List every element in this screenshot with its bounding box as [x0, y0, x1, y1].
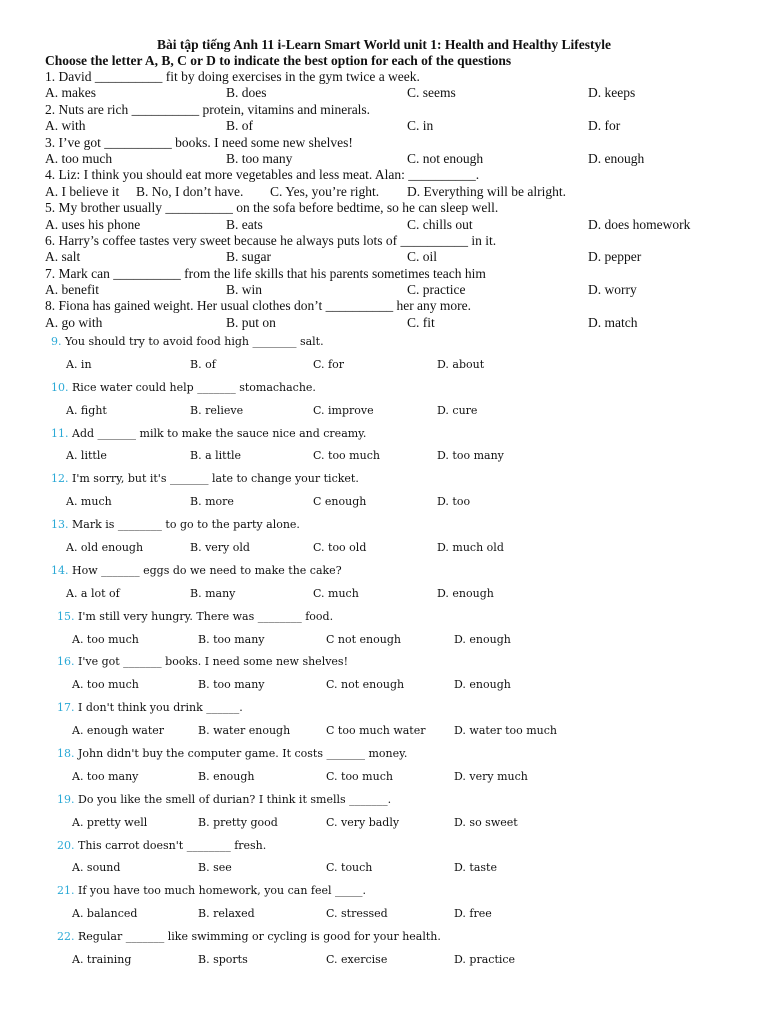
option-c[interactable]: C. touch	[326, 861, 373, 875]
question-stem: I've got _______ books. I need some new shelves!	[78, 655, 348, 669]
option-c[interactable]: C. oil	[407, 249, 438, 265]
question-text	[44, 789, 524, 812]
option-b[interactable]: B. too many	[198, 678, 265, 692]
option-c[interactable]: C. Yes, you’re right.	[270, 183, 380, 199]
question-stem: How _______ eggs do we need to make the cake?	[72, 563, 342, 577]
question-number: 17.	[57, 701, 75, 715]
option-c[interactable]: C. too old	[313, 541, 367, 555]
answer-options	[44, 400, 524, 423]
question-number: 15.	[57, 609, 75, 623]
option-a[interactable]: A. little	[66, 449, 107, 463]
question-text	[0, 200, 768, 216]
option-c[interactable]: C. not enough	[326, 678, 405, 692]
question-stem: 4. Liz: I think you should eat more vegetables and less meat. Alan: __________.	[45, 167, 480, 183]
option-a[interactable]: A. salt	[45, 249, 81, 265]
option-d[interactable]: D. worry	[588, 282, 637, 298]
option-d[interactable]: D. so sweet	[454, 815, 518, 829]
question-stem: 5. My brother usually __________ on the sofa before bedtime, so he can sleep well.	[45, 200, 499, 216]
question-text	[44, 377, 524, 400]
option-c[interactable]: C. too much	[313, 449, 380, 463]
question-number: 12.	[51, 472, 69, 486]
question-text	[44, 514, 524, 537]
option-b[interactable]: B. of	[226, 118, 253, 134]
option-a[interactable]: A. enough water	[72, 724, 165, 738]
answer-options	[0, 118, 768, 134]
option-d[interactable]: D. about	[437, 357, 485, 371]
option-a[interactable]: A. in	[66, 357, 92, 371]
option-d[interactable]: D. taste	[454, 861, 497, 875]
option-a[interactable]: A. too many	[72, 769, 139, 783]
answer-options	[44, 629, 524, 652]
question-text	[44, 423, 524, 446]
option-d[interactable]: D. pepper	[588, 249, 642, 265]
question-text	[0, 167, 768, 183]
option-a[interactable]: A. benefit	[45, 282, 99, 298]
question-stem: Regular _______ like swimming or cycling is good for your health.	[78, 930, 441, 944]
option-a[interactable]: A. fight	[66, 403, 107, 417]
answer-options	[44, 537, 524, 560]
option-c[interactable]: C. not enough	[407, 150, 484, 166]
question-stem: John didn't buy the computer game. It costs _______ money.	[78, 747, 408, 761]
question-text	[0, 233, 768, 249]
option-a[interactable]: A. too much	[72, 632, 139, 646]
question-stem: You should try to avoid food high ________ salt.	[65, 335, 324, 348]
answer-options	[44, 583, 524, 606]
option-a[interactable]: A. a lot of	[66, 586, 120, 600]
option-c[interactable]: C. in	[407, 118, 434, 134]
answer-options	[44, 949, 524, 972]
question-number: 16.	[57, 655, 75, 669]
question-text	[44, 651, 524, 674]
question-stem: Do you like the smell of durian? I think it smells _______.	[78, 792, 392, 806]
option-b[interactable]: B. too many	[226, 150, 293, 166]
option-c[interactable]: C not enough	[326, 632, 401, 646]
option-c[interactable]: C enough	[313, 495, 367, 509]
option-b[interactable]: B. very old	[190, 541, 250, 555]
question-stem: 1. David __________ fit by doing exercises in the gym twice a week.	[45, 69, 420, 84]
option-d[interactable]: D. keeps	[588, 85, 636, 101]
question-text	[0, 135, 768, 151]
answer-options	[44, 445, 524, 468]
option-c[interactable]: C. fit	[407, 314, 435, 330]
question-stem: 2. Nuts are rich __________ protein, vitamins and minerals.	[45, 101, 371, 117]
option-b[interactable]: B. sugar	[226, 249, 271, 265]
option-d[interactable]: D. Everything will be alright.	[407, 183, 566, 199]
instructions: Choose the letter A, B, C or D to indicate the best option for each of the questions	[45, 53, 512, 68]
option-d[interactable]: D. practice	[454, 953, 516, 967]
option-c[interactable]: C. improve	[313, 403, 374, 417]
question-stem: If you have too much homework, you can feel _____.	[78, 884, 367, 898]
option-d[interactable]: D. cure	[437, 403, 478, 417]
question-number: 22.	[57, 930, 75, 944]
option-a[interactable]: A. too much	[72, 678, 139, 692]
answer-options	[44, 903, 524, 926]
option-d[interactable]: D. too	[437, 495, 471, 509]
option-c[interactable]: C. much	[313, 586, 359, 600]
option-d[interactable]: D. too many	[437, 449, 504, 463]
option-d[interactable]: D. much old	[437, 541, 504, 555]
option-d[interactable]: D. free	[454, 907, 492, 921]
answer-options	[44, 857, 524, 880]
option-a[interactable]: A. go with	[45, 314, 103, 330]
option-c[interactable]: C. too much	[326, 769, 393, 783]
question-number: 20.	[57, 838, 75, 852]
question-text	[0, 102, 768, 118]
question-stem: I don't think you drink ______.	[78, 701, 243, 715]
answer-options	[0, 184, 768, 200]
question-number: 18.	[57, 747, 75, 761]
answer-options	[0, 85, 768, 101]
question-text	[0, 298, 768, 314]
questions-part-2	[44, 331, 558, 972]
question-stem: 6. Harry’s coffee tastes very sweet because he always puts lots of __________ in it.	[45, 232, 497, 248]
question-stem: I'm still very hungry. There was ________ food.	[78, 609, 334, 623]
option-b[interactable]: B. more	[190, 495, 234, 509]
option-c[interactable]: C. exercise	[326, 953, 388, 967]
option-d[interactable]: D. enough	[588, 150, 645, 166]
question-text	[44, 743, 524, 766]
question-text	[44, 560, 524, 583]
answer-options	[0, 249, 768, 265]
question-number: 19.	[57, 792, 75, 806]
question-number: 10.	[51, 380, 69, 394]
option-d[interactable]: D. does homework	[588, 216, 691, 232]
option-b[interactable]: B. relieve	[190, 403, 244, 417]
answer-options	[0, 282, 768, 298]
answer-options	[44, 354, 524, 377]
option-a[interactable]: A. I believe it	[45, 183, 120, 199]
option-b[interactable]: B. No, I don’t have.	[136, 183, 244, 199]
option-c[interactable]: C. seems	[407, 85, 456, 101]
option-b[interactable]: B. enough	[198, 769, 255, 783]
option-b[interactable]: B. put on	[226, 314, 276, 330]
option-b[interactable]: B. relaxed	[198, 907, 255, 921]
questions-part-1	[0, 69, 768, 331]
question-number: 11.	[51, 426, 69, 440]
question-text	[44, 331, 524, 354]
question-text	[44, 468, 524, 491]
question-number: 13.	[51, 518, 69, 532]
option-d[interactable]: D. enough	[454, 632, 511, 646]
option-a[interactable]: A. too much	[45, 150, 113, 166]
question-text	[44, 880, 524, 903]
question-text	[44, 835, 524, 858]
answer-options	[44, 812, 524, 835]
option-c[interactable]: C. chills out	[407, 216, 473, 232]
option-b[interactable]: B. many	[190, 586, 236, 600]
option-b[interactable]: B. too many	[198, 632, 265, 646]
question-text	[0, 266, 768, 282]
question-text	[44, 697, 524, 720]
question-text	[44, 926, 524, 949]
answer-options	[44, 674, 524, 697]
option-b[interactable]: B. does	[226, 85, 267, 101]
question-number: 14.	[51, 563, 69, 577]
question-stem: Add _______ milk to make the sauce nice and creamy.	[72, 426, 367, 440]
option-d[interactable]: D. water too much	[454, 724, 558, 738]
option-c[interactable]: C. stressed	[326, 907, 388, 921]
option-b[interactable]: B. water enough	[198, 724, 291, 738]
option-a[interactable]: A. training	[72, 953, 132, 967]
answer-options	[44, 720, 558, 743]
question-stem: 3. I’ve got __________ books. I need some new shelves!	[45, 134, 353, 150]
option-d[interactable]: D. very much	[454, 769, 528, 783]
option-a[interactable]: A. with	[45, 118, 86, 134]
option-b[interactable]: B. win	[226, 282, 263, 298]
question-text	[0, 69, 768, 85]
answer-options	[0, 217, 768, 233]
question-stem: I'm sorry, but it's _______ late to change your ticket.	[72, 472, 359, 486]
option-d[interactable]: D. match	[588, 314, 638, 330]
answer-options	[44, 491, 524, 514]
question-stem: This carrot doesn't ________ fresh.	[78, 838, 267, 852]
option-c[interactable]: C. for	[313, 357, 344, 371]
option-a[interactable]: A. uses his phone	[45, 216, 141, 232]
option-b[interactable]: B. of	[190, 357, 216, 371]
question-stem: Rice water could help _______ stomachache.	[72, 380, 316, 394]
question-number: 9.	[51, 335, 62, 348]
option-c[interactable]: C. practice	[407, 282, 466, 298]
question-number: 21.	[57, 884, 75, 898]
answer-options	[0, 151, 768, 167]
option-b[interactable]: B. see	[198, 861, 232, 875]
question-stem: 8. Fiona has gained weight. Her usual clothes don’t __________ her any more.	[45, 298, 472, 314]
option-a[interactable]: A. old enough	[66, 541, 144, 555]
option-a[interactable]: A. sound	[72, 861, 121, 875]
option-c[interactable]: C. very badly	[326, 815, 400, 829]
option-d[interactable]: D. for	[588, 118, 621, 134]
option-b[interactable]: B. pretty good	[198, 815, 278, 829]
question-stem: Mark is ________ to go to the party alone.	[72, 518, 300, 532]
question-text	[44, 606, 524, 629]
option-a[interactable]: A. balanced	[72, 907, 138, 921]
option-d[interactable]: D. enough	[437, 586, 494, 600]
option-a[interactable]: A. makes	[45, 85, 96, 101]
worksheet-title: Bài tập tiếng Anh 11 i-Learn Smart World unit 1: Health and Healthy Lifestyle	[157, 37, 611, 52]
option-a[interactable]: A. pretty well	[72, 815, 148, 829]
answer-options	[44, 766, 528, 789]
option-a[interactable]: A. much	[66, 495, 112, 509]
question-stem: 7. Mark can __________ from the life skills that his parents sometimes teach him	[45, 265, 486, 281]
option-d[interactable]: D. enough	[454, 678, 511, 692]
answer-options	[0, 315, 768, 331]
option-b[interactable]: B. sports	[198, 953, 248, 967]
option-b[interactable]: B. eats	[226, 216, 263, 232]
option-b[interactable]: B. a little	[190, 449, 242, 463]
option-c[interactable]: C too much water	[326, 724, 426, 738]
